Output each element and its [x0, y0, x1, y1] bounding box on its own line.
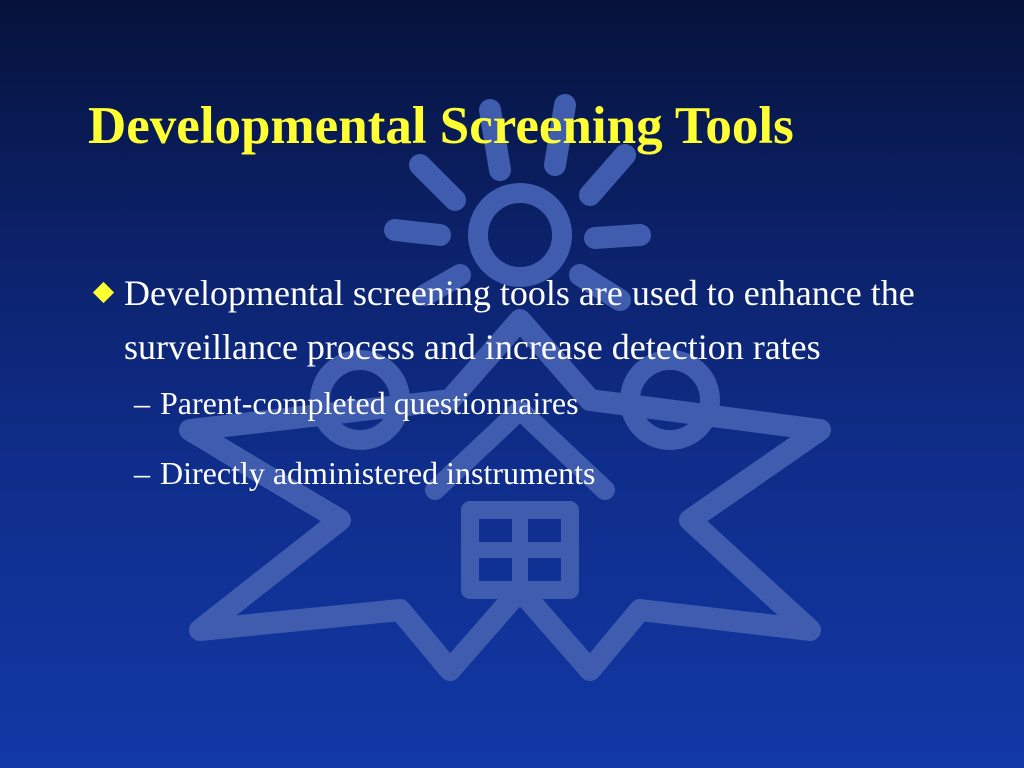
sub-bullet-text: Directly administered instruments — [160, 455, 596, 491]
sub-bullet-list — [134, 382, 958, 494]
slide-body — [88, 266, 958, 522]
slide-title: Developmental Screening Tools — [88, 97, 794, 155]
diamond-bullet-icon — [93, 282, 114, 303]
sub-bullet-item — [134, 452, 958, 494]
dash-marker: – — [134, 385, 150, 421]
sub-bullet-text: Parent-completed questionnaires — [160, 385, 579, 421]
bullet-text: Developmental screening tools are used to enhance the surveillance process and increase detection rates — [124, 273, 915, 367]
dash-marker: – — [134, 455, 150, 491]
sub-bullet-item — [134, 382, 958, 424]
bullet-item — [88, 266, 958, 374]
